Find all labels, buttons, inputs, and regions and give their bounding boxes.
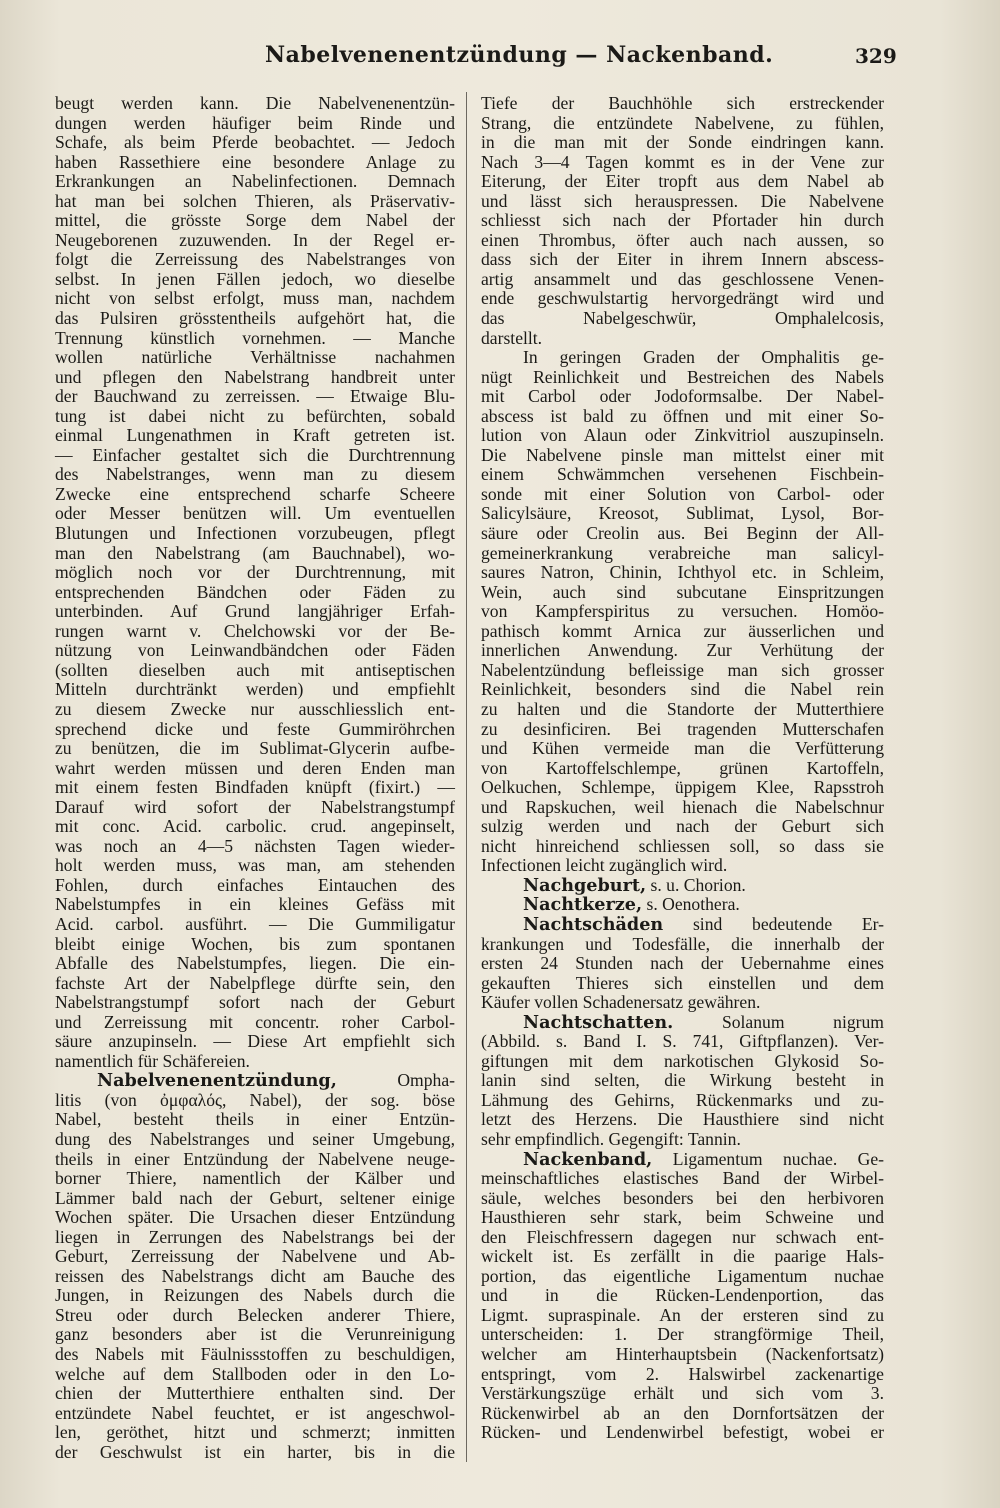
text-line xyxy=(481,1110,884,1130)
line-text: Hausthieren sehr stark, beim Schweine und xyxy=(481,1207,884,1228)
line-text: ganz besonders aber ist die Verunreinigung xyxy=(55,1324,455,1345)
text-line xyxy=(55,1208,455,1228)
line-text: Ligamentum nuchae. Ge- xyxy=(652,1148,884,1169)
text-line xyxy=(55,1130,455,1150)
text-line xyxy=(55,1306,455,1326)
line-text: sulzig werden und nach der Geburt sich xyxy=(481,816,884,837)
text-line xyxy=(55,465,455,485)
text-line xyxy=(481,426,884,446)
line-text: mit einem festen Bindfaden knüpft (fixirt.) — xyxy=(55,777,455,798)
text-line xyxy=(55,211,455,231)
text-line xyxy=(481,739,884,759)
text-line xyxy=(55,798,455,818)
line-text: des Nabels mit Fäulnissstoffen zu beschuldigen, xyxy=(55,1344,455,1364)
line-text: Trennung künstlich vornehmen. — Manche xyxy=(55,327,455,348)
text-line xyxy=(55,329,455,349)
line-text: sprechend dicke und feste Gummiröhrchen xyxy=(55,718,455,739)
line-text: Lähmung des Gehirns, Rückenmarks und zu- xyxy=(481,1089,884,1110)
line-text: ende geschwulstartig hervorgedrängt wird und xyxy=(481,288,884,309)
text-line xyxy=(55,407,455,427)
line-text: Ompha- xyxy=(336,1070,455,1091)
text-line xyxy=(481,1052,884,1072)
text-line xyxy=(55,1169,455,1189)
entry-headword: Nachtschäden xyxy=(523,913,664,935)
line-text: rungen warnt v. Chelchowski vor der Be- xyxy=(55,620,455,641)
text-line xyxy=(55,1032,455,1052)
text-line xyxy=(55,1189,455,1209)
text-line xyxy=(55,231,455,251)
line-text: das Nabelgeschwür, Omphalelcosis, xyxy=(481,308,884,329)
line-text: Tiefe der Bauchhöhle sich erstreckender xyxy=(481,93,884,113)
line-text: Geburt, Zerreissung der Nabelvene und Ab- xyxy=(55,1246,455,1267)
text-line xyxy=(55,1365,455,1385)
line-text: welche auf dem Stallboden oder in den Lo- xyxy=(55,1363,455,1384)
line-text: der Geschwulst ist ein harter, bis in die xyxy=(55,1441,455,1462)
line-text: Wein, auch sind subcutane Einspritzungen xyxy=(481,581,884,602)
line-text: litis (von ὀμφαλός, Nabel), der sog. böse xyxy=(55,1089,455,1110)
text-line xyxy=(55,622,455,642)
text-line xyxy=(481,544,884,564)
text-line xyxy=(55,1228,455,1248)
text-line xyxy=(55,993,455,1013)
text-line xyxy=(55,700,455,720)
text-line xyxy=(481,524,884,544)
text-line xyxy=(55,524,455,544)
text-line xyxy=(481,1404,884,1424)
text-line xyxy=(481,289,884,309)
line-text: Infectionen leicht zugänglich wird. xyxy=(481,855,728,876)
line-text: unterscheiden: 1. Der strangförmige Theil, xyxy=(481,1324,884,1345)
line-text: reissen des Nabelstrangs dicht am Bauche des xyxy=(55,1265,455,1286)
line-text: fachste Art der Nabelpflege dürfte sein, den xyxy=(55,972,455,993)
text-line xyxy=(55,114,455,134)
line-text: Erkrankungen an Nabelinfectionen. Demnach xyxy=(55,171,455,192)
text-line xyxy=(55,544,455,564)
text-line xyxy=(55,368,455,388)
line-text: mittel, die grösste Sorge dem Nabel der xyxy=(55,210,455,231)
line-text: Streu oder durch Belecken anderer Thiere, xyxy=(55,1304,455,1325)
line-text: hat man bei solchen Thieren, als Präservativ- xyxy=(55,190,455,211)
entry-headword: Nachtschatten. xyxy=(523,1011,674,1033)
line-text: krankungen und Todesfälle, die innerhalb der xyxy=(481,933,884,954)
line-text: folgt die Zerreissung des Nabelstranges von xyxy=(55,249,455,270)
line-text: Salicylsäure, Kreosot, Sublimat, Lysol, Bor- xyxy=(481,503,884,524)
line-text: Nabelstumpfes in ein kleines Gefäss mit xyxy=(55,894,455,915)
line-text: Rückenwirbel ab an den Dornfortsätzen der xyxy=(481,1402,884,1423)
line-text: namentlich für Schäfereien. xyxy=(55,1050,250,1071)
line-text: holt werden muss, was man, am stehenden xyxy=(55,855,455,876)
text-line xyxy=(481,1189,884,1209)
line-text: sehr empfindlich. Gegengift: Tannin. xyxy=(481,1128,741,1149)
text-line xyxy=(481,602,884,622)
left-text-column xyxy=(55,94,455,1462)
line-text: In geringen Graden der Omphalitis ge- xyxy=(523,347,884,368)
text-line xyxy=(481,1130,884,1150)
line-text: was noch an 4—5 nächsten Tagen wieder- xyxy=(55,835,455,856)
text-line xyxy=(481,1169,884,1189)
text-line xyxy=(481,974,884,994)
line-text: oder Messer benützen will. Um eventuellen xyxy=(55,503,455,524)
text-line xyxy=(481,954,884,974)
text-line xyxy=(55,192,455,212)
line-text: Abfalle des Nabelstumpfes, liegen. Die ein- xyxy=(55,953,455,974)
line-text: zu benützen, die im Sublimat-Glycerin aufbe- xyxy=(55,738,455,759)
text-line xyxy=(481,94,884,114)
text-line xyxy=(55,974,455,994)
entry-headword: Nackenband, xyxy=(523,1148,653,1170)
line-text: — Einfacher gestaltet sich die Durchtrennung xyxy=(55,444,455,465)
text-line xyxy=(481,1325,884,1345)
entry-first-line xyxy=(481,1013,884,1033)
text-line xyxy=(481,1267,884,1287)
line-text: wahrt werden müssen und deren Enden man xyxy=(55,757,455,778)
text-line xyxy=(55,348,455,368)
line-text: säure anzupinseln. — Diese Art empfiehlt sich xyxy=(55,1031,455,1052)
text-line xyxy=(55,387,455,407)
line-text: pathisch kommt Arnica zur äusserlichen und xyxy=(481,620,884,641)
text-line xyxy=(481,114,884,134)
line-text: s. u. Chorion. xyxy=(646,874,746,895)
line-text: und pflegen den Nabelstrang handbreit unter xyxy=(55,366,455,387)
line-text: entsprechenden Bändchen oder Fäden zu xyxy=(55,581,455,602)
line-text: liegen in Zerrungen des Nabelstrangs bei der xyxy=(55,1226,455,1247)
line-text: den Fleischfressern dagegen nur schwach ent- xyxy=(481,1226,884,1247)
line-text: dass sich der Eiter in ihrem Innern abscess- xyxy=(481,249,884,270)
text-line xyxy=(481,680,884,700)
line-text: schliesst sich nach der Pfortader hin durch xyxy=(481,210,884,231)
text-line xyxy=(481,935,884,955)
text-line xyxy=(55,563,455,583)
text-line xyxy=(481,661,884,681)
text-line xyxy=(55,641,455,661)
line-text: ersten 24 Stunden nach der Uebernahme eines xyxy=(481,953,884,974)
line-text: Ligmt. supraspinale. An der ersteren sind zu xyxy=(481,1304,884,1325)
line-text: der Bauchwand zu zerreissen. — Etwaige Blu- xyxy=(55,386,455,407)
line-text: in die man mit der Sonde eindringen kann. xyxy=(481,132,884,153)
line-text: artig ansammelt und das geschlossene Venen- xyxy=(481,268,884,289)
line-text: innerlichen Anwendung. Zur Verhütung der xyxy=(481,640,884,661)
text-line xyxy=(55,680,455,700)
line-text: Oelkuchen, Schlempe, üppigem Klee, Rapsstroh xyxy=(481,777,884,798)
line-text: nicht von selbst erfolgt, muss man, nachdem xyxy=(55,288,455,309)
line-text: Jungen, in Reizungen des Nabels durch die xyxy=(55,1285,455,1306)
text-line xyxy=(55,661,455,681)
running-title: Nabelvenenentzündung — Nackenband. xyxy=(265,42,774,68)
text-line xyxy=(481,407,884,427)
text-line xyxy=(481,231,884,251)
text-line xyxy=(55,172,455,192)
text-line xyxy=(481,759,884,779)
text-line xyxy=(55,1091,455,1111)
text-line xyxy=(55,817,455,837)
line-text: len, geröthet, hitzt und schmerzt; inmitten xyxy=(55,1422,455,1443)
line-text: borner Thiere, namentlich der Kälber und xyxy=(55,1168,455,1189)
line-text: nicht hinreichend schliessen soll, so dass sie xyxy=(481,835,884,856)
text-line xyxy=(55,426,455,446)
line-text: darstellt. xyxy=(481,327,543,348)
text-line xyxy=(481,446,884,466)
line-text: meinschaftliches elastisches Band der Wirbel- xyxy=(481,1168,884,1189)
entry-first-line xyxy=(481,876,884,896)
text-line xyxy=(55,583,455,603)
line-text: sind bedeutende Er- xyxy=(663,913,884,934)
line-text: Solanum nigrum xyxy=(673,1011,884,1032)
text-line xyxy=(55,485,455,505)
text-line xyxy=(55,1325,455,1345)
text-line xyxy=(481,211,884,231)
line-text: zu halten und die Standorte der Mutterthiere xyxy=(481,698,884,719)
text-line xyxy=(481,641,884,661)
text-line xyxy=(55,1404,455,1424)
line-text: Lämmer bald nach der Geburt, seltener einige xyxy=(55,1187,455,1208)
line-text: Zwecke eine entsprechend scharfe Scheere xyxy=(55,483,455,504)
line-text: Fohlen, durch einfaches Eintauchen des xyxy=(55,874,455,895)
text-line xyxy=(481,348,884,368)
text-line xyxy=(481,1228,884,1248)
line-text: Nach 3—4 Tagen kommt es in der Vene zur xyxy=(481,151,884,172)
line-text: abscess ist bald zu öffnen und mit einer So- xyxy=(481,405,884,426)
line-text: theils in einer Entzündung der Nabelvene neuge- xyxy=(55,1148,455,1169)
text-line xyxy=(55,1013,455,1033)
line-text: und Rapskuchen, weil hienach die Nabelschnur xyxy=(481,796,884,817)
line-text: s. Oenothera. xyxy=(642,894,740,915)
line-text: und Kühen vermeide man die Verfütterung xyxy=(481,738,884,759)
text-line xyxy=(481,1286,884,1306)
line-text: von Kampferspiritus zu versuchen. Homöo- xyxy=(481,601,884,622)
running-header xyxy=(0,38,1000,78)
text-line xyxy=(55,446,455,466)
line-text: bleibt einige Wochen, bis zum spontanen xyxy=(55,933,455,954)
line-text: und lässt sich herauspressen. Die Nabelvene xyxy=(481,190,884,211)
text-line xyxy=(481,837,884,857)
entry-first-line xyxy=(481,1150,884,1170)
text-line xyxy=(481,387,884,407)
entry-headword: Nachgeburt, xyxy=(523,874,647,896)
text-line xyxy=(55,876,455,896)
text-line xyxy=(55,778,455,798)
text-line xyxy=(481,856,884,876)
text-line xyxy=(481,778,884,798)
text-line xyxy=(55,1345,455,1365)
line-text: von Kartoffelschlempe, grünen Kartoffeln, xyxy=(481,757,884,778)
line-text: selbst. In jenen Fällen jedoch, wo dieselbe xyxy=(55,268,455,289)
column-divider xyxy=(466,92,467,1462)
line-text: Nabelentzündung befleissige man sich grosser xyxy=(481,659,884,680)
text-line xyxy=(481,153,884,173)
text-line xyxy=(481,192,884,212)
text-line xyxy=(55,759,455,779)
text-line xyxy=(55,856,455,876)
text-line xyxy=(55,1443,455,1463)
line-text: Reinlichkeit, besonders sind die Nabel rein xyxy=(481,679,884,700)
line-text: Eiterung, der Eiter tropft aus dem Nabel ab xyxy=(481,171,884,192)
line-text: Wochen später. Die Ursachen dieser Entzündung xyxy=(55,1207,455,1228)
line-text: Acid. carbol. ausführt. — Die Gummiligatur xyxy=(55,913,455,934)
text-line xyxy=(55,1384,455,1404)
line-text: einen Thrombus, öfter auch nach aussen, so xyxy=(481,229,884,250)
line-text: wollen natürliche Verhältnisse nachahmen xyxy=(55,347,455,368)
text-line xyxy=(481,1384,884,1404)
text-line xyxy=(55,837,455,857)
text-line xyxy=(481,1423,884,1443)
text-line xyxy=(55,270,455,290)
text-line xyxy=(55,309,455,329)
line-text: zu desinficiren. Bei tragenden Mutterschafen xyxy=(481,718,884,739)
line-text: Blutungen und Infectionen vorzubeugen, pflegt xyxy=(55,523,455,544)
page-number: 329 xyxy=(855,44,897,68)
text-line xyxy=(481,504,884,524)
line-text: man den Nabelstrang (am Bauchnabel), wo- xyxy=(55,542,455,563)
text-line xyxy=(481,1091,884,1111)
line-text: Nabelstrangstumpf sofort nach der Geburt xyxy=(55,992,455,1013)
text-line xyxy=(481,720,884,740)
text-line xyxy=(55,1286,455,1306)
entry-headword: Nachtkerze, xyxy=(523,894,643,916)
line-text: nügt Reinlichkeit und Bestreichen des Nabels xyxy=(481,366,884,387)
text-line xyxy=(55,153,455,173)
line-text: gekauften Thieres sich einstellen und dem xyxy=(481,972,884,993)
line-text: (sollten dieselben auch mit antiseptischen xyxy=(55,659,455,680)
line-text: (Abbild. s. Band I. S. 741, Giftpflanzen). Ver- xyxy=(481,1031,884,1052)
line-text: giftungen mit dem narkotischen Glykosid So- xyxy=(481,1050,884,1071)
text-line xyxy=(481,563,884,583)
text-line xyxy=(55,915,455,935)
text-line xyxy=(55,1423,455,1443)
line-text: unterbinden. Auf Grund langjähriger Erfah- xyxy=(55,601,455,622)
line-text: und in die Rücken-Lendenportion, das xyxy=(481,1285,884,1306)
line-text: sonde mit einer Solution von Carbol- oder xyxy=(481,483,884,504)
text-line xyxy=(55,1267,455,1287)
text-line xyxy=(55,94,455,114)
line-text: dungen werden häufiger beim Rinde und xyxy=(55,112,455,133)
text-line xyxy=(55,602,455,622)
text-line xyxy=(481,583,884,603)
line-text: einem Schwämmchen versehenen Fischbein- xyxy=(481,464,884,485)
text-line xyxy=(55,720,455,740)
line-text: möglich noch vor der Durchtrennung, mit xyxy=(55,562,455,583)
line-text: zu diesem Zwecke nur ausschliesslich ent- xyxy=(55,698,455,719)
line-text: entspringt, vom 2. Halswirbel zackenartige xyxy=(481,1363,884,1384)
line-text: einmal Lungenathmen in Kraft getreten ist. xyxy=(55,425,455,446)
text-line xyxy=(481,485,884,505)
line-text: Neugeborenen zuzuwenden. In der Regel er- xyxy=(55,229,455,250)
line-text: wickelt ist. Es zerfällt in die paarige Hals- xyxy=(481,1246,884,1267)
line-text: gemeinerkrankung verabreiche man salicyl- xyxy=(481,542,884,563)
text-line xyxy=(55,133,455,153)
line-text: tung ist dabei nicht zu befürchten, sobald xyxy=(55,405,455,426)
text-line xyxy=(55,739,455,759)
text-line xyxy=(481,1071,884,1091)
text-line xyxy=(481,329,884,349)
line-text: Mitteln durchtränkt werden) und empfiehlt xyxy=(55,679,455,700)
line-text: Schafe, als beim Pferde beobachtet. — Jedoch xyxy=(55,132,455,153)
line-text: und Zerreissung mit concentr. roher Carbol- xyxy=(55,1011,455,1032)
line-text: Die Nabelvene pinsle man mittelst einer mit xyxy=(481,444,884,465)
line-text: nützung von Leinwandbändchen oder Fäden xyxy=(55,640,455,661)
text-line xyxy=(55,1110,455,1130)
text-line xyxy=(481,1247,884,1267)
entry-first-line xyxy=(481,895,884,915)
text-line xyxy=(55,935,455,955)
line-text: mit Carbol oder Jodoformsalbe. Der Nabel- xyxy=(481,386,884,407)
line-text: lanin sind selten, die Wirkung besteht in xyxy=(481,1070,884,1091)
text-line xyxy=(55,1247,455,1267)
entry-first-line xyxy=(55,1071,455,1091)
text-line xyxy=(481,465,884,485)
text-line xyxy=(481,817,884,837)
right-text-column xyxy=(481,94,884,1443)
text-line xyxy=(481,309,884,329)
line-text: Darauf wird sofort der Nabelstrangstumpf xyxy=(55,796,455,817)
text-line xyxy=(481,1208,884,1228)
line-text: dung des Nabelstranges und seiner Umgebung, xyxy=(55,1128,455,1149)
text-line xyxy=(481,700,884,720)
text-line xyxy=(55,895,455,915)
text-line xyxy=(481,270,884,290)
line-text: chien der Mutterthiere enthalten sind. Der xyxy=(55,1383,455,1404)
line-text: säule, welches besonders bei den herbivoren xyxy=(481,1187,884,1208)
line-text: säure oder Creolin aus. Bei Beginn der All- xyxy=(481,523,884,544)
line-text: saures Natron, Chinin, Ichthyol etc. in Schleim, xyxy=(481,562,884,583)
text-line xyxy=(55,289,455,309)
text-line xyxy=(481,1306,884,1326)
line-text: portion, das eigentliche Ligamentum nuchae xyxy=(481,1265,884,1286)
line-text: haben Rassethiere eine besondere Anlage zu xyxy=(55,151,455,172)
entry-headword: Nabelvenenentzündung, xyxy=(97,1070,337,1092)
text-line xyxy=(481,1365,884,1385)
line-text: lution von Alaun oder Zinkvitriol auszupinseln. xyxy=(481,425,884,446)
text-line xyxy=(481,172,884,192)
line-text: welcher am Hinterhauptsbein (Nackenfortsatz) xyxy=(481,1344,884,1364)
text-line xyxy=(481,993,884,1013)
line-text: Nabel, besteht theils in einer Entzün- xyxy=(55,1109,455,1130)
line-text: letzt des Herzens. Die Hausthiere sind nicht xyxy=(481,1109,884,1130)
text-line xyxy=(481,368,884,388)
line-text: Verstärkungszüge erhält und sich vom 3. xyxy=(481,1383,884,1404)
line-text: Strang, die entzündete Nabelvene, zu fühlen, xyxy=(481,112,884,133)
text-line xyxy=(481,798,884,818)
text-line xyxy=(55,250,455,270)
text-line xyxy=(481,622,884,642)
entry-first-line xyxy=(481,915,884,935)
text-line xyxy=(55,504,455,524)
text-line xyxy=(55,954,455,974)
text-line xyxy=(481,250,884,270)
line-text: Rücken- und Lendenwirbel befestigt, wobei er xyxy=(481,1422,884,1443)
line-text: das Pulsiren grösstentheils aufgehört hat, die xyxy=(55,308,455,329)
text-line xyxy=(481,1345,884,1365)
text-line xyxy=(55,1052,455,1072)
line-text: Käufer vollen Schadenersatz gewähren. xyxy=(481,992,761,1013)
line-text: beugt werden kann. Die Nabelvenenentzün- xyxy=(55,93,455,113)
line-text: mit conc. Acid. carbolic. crud. angepinselt, xyxy=(55,816,455,837)
line-text: entzündete Nabel feuchtet, er ist angeschwol- xyxy=(55,1402,455,1423)
line-text: des Nabelstranges, wenn man zu diesem xyxy=(55,464,455,485)
text-line xyxy=(481,133,884,153)
text-line xyxy=(55,1150,455,1170)
text-line xyxy=(481,1032,884,1052)
